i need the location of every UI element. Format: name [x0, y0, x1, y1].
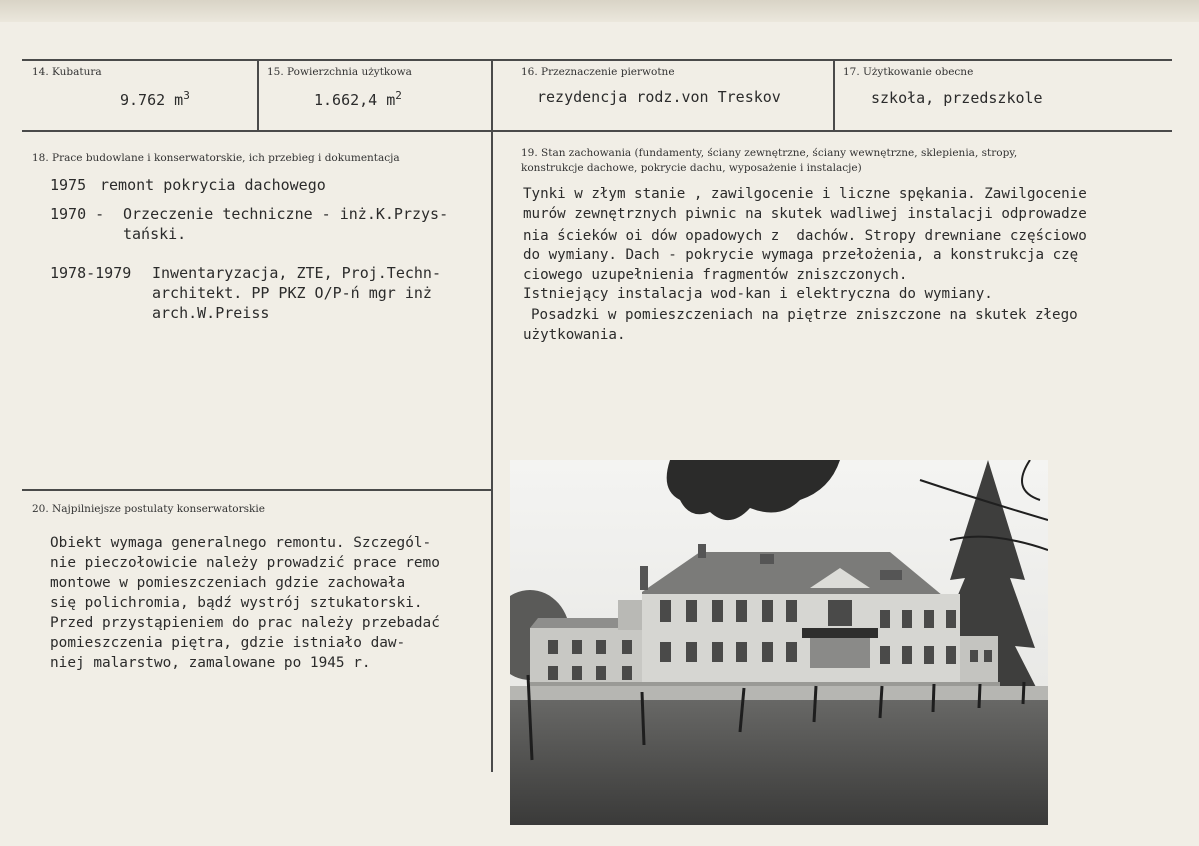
- s20-line7: niej malarstwo, zamalowane po 1945 r.: [50, 655, 371, 671]
- s20-line1: Obiekt wymaga generalnego remontu. Szczegól-: [50, 535, 432, 551]
- top-band: [0, 0, 1199, 22]
- field-15-number: 1.662,4 m: [314, 91, 396, 109]
- s18-entry1-line1: remont pokrycia dachowego: [100, 176, 326, 194]
- field-15-label: 15. Powierzchnia użytkowa: [267, 66, 412, 78]
- s19-line4: do wymiany. Dach - pokrycie wymaga przełożenia, a konstrukcja czę: [523, 247, 1079, 263]
- s20-line6: pomieszczenia piętra, gdzie istniało daw-: [50, 635, 406, 651]
- field-16-label: 16. Przeznaczenie pierwotne: [521, 66, 675, 78]
- field-16-value: rezydencja rodz.von Treskov: [537, 88, 781, 106]
- divider-14-15: [257, 59, 259, 132]
- s19-line8: użytkowania.: [523, 327, 626, 343]
- field-17-value: szkoła, przedszkole: [871, 89, 1043, 107]
- s20-line4: się polichromia, bądź wystrój sztukatorski.: [50, 595, 423, 611]
- s18-entry3-line2: architekt. PP PKZ O/P-ń mgr inż: [152, 284, 432, 302]
- section18-label: 18. Prace budowlane i konserwatorskie, ich przebieg i dokumentacja: [32, 152, 400, 164]
- field-14-value: [120, 86, 190, 110]
- s19-line1: Tynki w złym stanie , zawilgocenie i liczne spękania. Zawilgocenie: [523, 186, 1087, 202]
- field-15-unit-exponent: 2: [395, 89, 402, 102]
- s20-line2: nie pieczołowicie należy prowadzić prace remo: [50, 555, 440, 571]
- section19-label-line2: konstrukcje dachowe, pokrycie dachu, wyposażenie i instalacje): [521, 162, 862, 174]
- field-14-label: 14. Kubatura: [32, 66, 102, 78]
- row1-bottom-rule: [22, 130, 1172, 132]
- field-14-unit-exponent: 3: [183, 89, 190, 102]
- field-15-value: [314, 86, 402, 110]
- s18-entry3-line3: arch.W.Preiss: [152, 304, 270, 322]
- s18-entry2-line1: Orzeczenie techniczne - inż.K.Przys-: [123, 205, 449, 223]
- row1-top-rule: [22, 59, 1172, 61]
- divider-15-16: [491, 59, 493, 772]
- s19-line5: ciowego uzupełnienia fragmentów zniszczonych.: [523, 267, 908, 283]
- divider-16-17: [833, 59, 835, 132]
- s19-line6: Istniejący instalacja wod-kan i elektryczna do wymiany.: [523, 286, 993, 302]
- s18-entry1-year: 1975: [50, 176, 87, 194]
- field-17-label: 17. Użytkowanie obecne: [843, 66, 974, 78]
- field-14-number: 9.762 m: [120, 91, 184, 109]
- s20-line5: Przed przystąpieniem do prac należy przebadać: [50, 615, 440, 631]
- section20-label: 20. Najpilniejsze postulaty konserwatorskie: [32, 503, 265, 515]
- s18-entry2-year: 1970 -: [50, 205, 105, 223]
- s19-line7: Posadzki w pomieszczeniach na piętrze zniszczone na skutek złego: [531, 307, 1078, 323]
- s18-entry3-year: 1978-1979: [50, 264, 132, 282]
- section18-bottom-rule: [22, 489, 492, 491]
- s20-line3: montowe w pomieszczeniach gdzie zachowała: [50, 575, 406, 591]
- s18-entry2-line2: tański.: [123, 225, 187, 243]
- s18-entry3-line1: Inwentaryzacja, ZTE, Proj.Techn-: [152, 264, 441, 282]
- section19-label-line1: 19. Stan zachowania (fundamenty, ściany zewnętrzne, ściany wewnętrzne, sklepienia, stropy,: [521, 147, 1018, 159]
- building-photograph: [510, 460, 1048, 825]
- s19-line3: nia ścieków oi dów opadowych z dachów. Stropy drewniane częściowo: [523, 228, 1087, 244]
- s19-line2: murów zewnętrznych piwnic na skutek wadliwej instalacji odprowadze: [523, 206, 1087, 222]
